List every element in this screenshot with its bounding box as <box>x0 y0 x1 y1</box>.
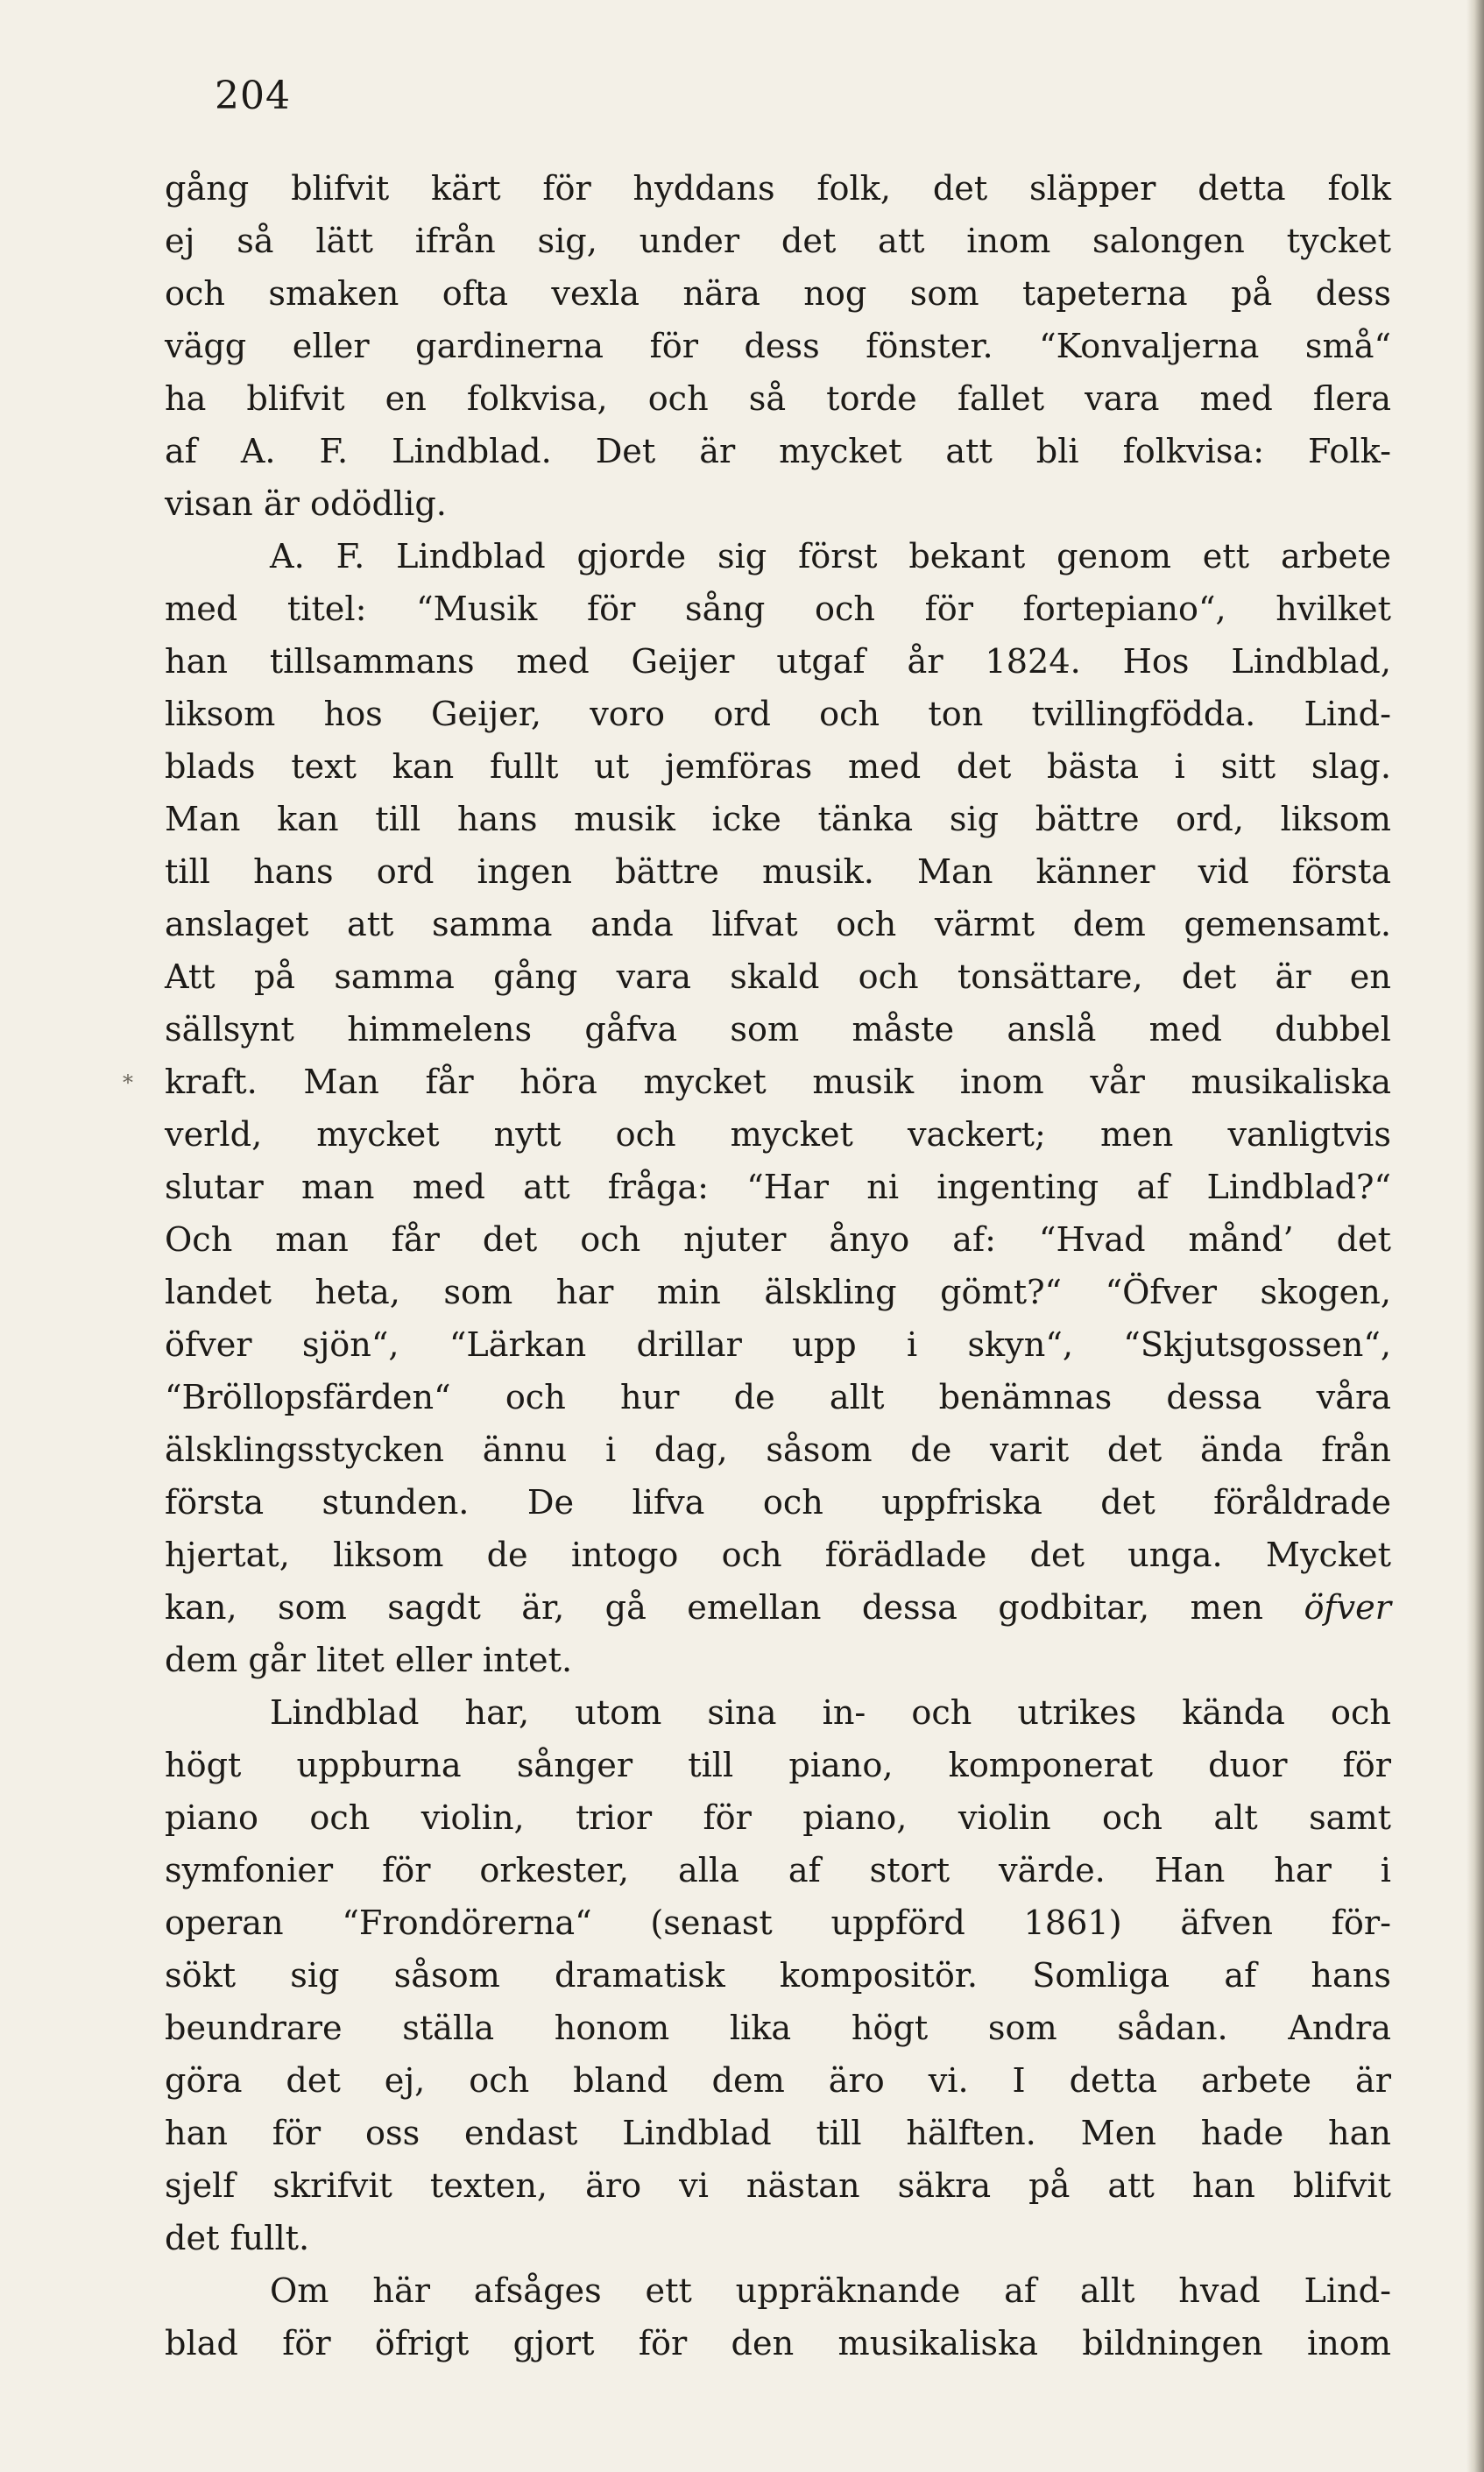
text-line <box>165 1950 1391 2002</box>
text-line <box>165 1529 1391 1582</box>
text-line <box>165 689 1391 741</box>
text-line-content: A. F. Lindblad gjorde sig först bekant genom ett arbete <box>270 538 1391 576</box>
text-line-content: Och man får det och njuter ånyo af: “Hvad månd’ det <box>165 1221 1391 1260</box>
text-line <box>165 1792 1391 1845</box>
body-text <box>165 163 1391 2370</box>
text-line <box>165 478 1391 531</box>
text-line <box>165 1319 1391 1372</box>
text-line <box>165 2265 1391 2318</box>
text-line <box>165 899 1391 951</box>
text-line <box>165 215 1391 268</box>
text-line <box>165 373 1391 426</box>
text-line <box>165 163 1391 215</box>
text-line <box>165 1845 1391 1897</box>
text-line <box>165 1687 1391 1740</box>
text-line-content: af A. F. Lindblad. Det är mycket att bli folkvisa: Folk- <box>165 433 1391 471</box>
text-line-italic: öfver <box>1304 1589 1391 1628</box>
text-line <box>165 636 1391 689</box>
text-line-content: sällsynt himmelens gåfva som måste anslå med dubbel <box>165 1011 1391 1049</box>
text-line-content: kan, som sagdt är, gå emellan dessa godbitar, men <box>165 1589 1304 1628</box>
text-line <box>165 531 1391 583</box>
text-line <box>165 951 1391 1004</box>
text-line <box>165 1372 1391 1424</box>
text-line-content: operan “Frondörerna“ (senast uppförd 1861) äfven för- <box>165 1904 1391 1943</box>
text-line-content: öfver sjön“, “Lärkan drillar upp i skyn“, “Skjutsgossen“, <box>165 1326 1391 1365</box>
text-line <box>165 2160 1391 2213</box>
text-line-content: Lindblad har, utom sina in- och utrikes kända och <box>270 1694 1391 1733</box>
text-line-content: sökt sig såsom dramatisk kompositör. Somliga af hans <box>165 1957 1391 1995</box>
text-line-content: anslaget att samma anda lifvat och värmt dem gemensamt. <box>165 906 1391 944</box>
text-line <box>165 1162 1391 1214</box>
text-line-content: ej så lätt ifrån sig, under det att inom salongen tycket <box>165 222 1391 261</box>
text-line-content: blad för öfrigt gjort för den musikaliska bildningen inom <box>165 2325 1391 2363</box>
text-line-content: vägg eller gardinerna för dess fönster. “Konvaljerna små“ <box>165 328 1391 366</box>
text-line-content: visan är odödlig. <box>165 485 447 524</box>
text-line <box>165 1214 1391 1267</box>
text-line <box>165 1635 1391 1687</box>
text-line-content: liksom hos Geijer, voro ord och ton tvillingfödda. Lind- <box>165 696 1391 734</box>
text-line <box>165 2002 1391 2055</box>
text-line-content: beundrare ställa honom lika högt som sådan. Andra <box>165 2009 1391 2048</box>
text-line-content: blads text kan fullt ut jemföras med det bästa i sitt slag. <box>165 748 1391 787</box>
text-line-content: landet heta, som har min älskling gömt?“ “Öfver skogen, <box>165 1274 1391 1312</box>
text-line <box>165 794 1391 846</box>
text-line <box>165 1477 1391 1529</box>
text-line <box>165 846 1391 899</box>
text-line <box>165 1897 1391 1950</box>
text-line <box>165 321 1391 373</box>
text-line-content: “Bröllopsfärden“ och hur de allt benämnas dessa våra <box>165 1379 1391 1417</box>
text-line-content: med titel: “Musik för sång och för fortepiano“, hvilket <box>165 590 1391 629</box>
text-line-content: sjelf skrifvit texten, äro vi nästan säkra på att han blifvit <box>165 2167 1391 2206</box>
page-edge-shadow <box>1466 0 1484 2472</box>
text-line-content: högt uppburna sånger till piano, komponerat duor för <box>165 1747 1391 1785</box>
text-line-content: dem går litet eller intet. <box>165 1642 573 1680</box>
text-line <box>165 426 1391 478</box>
text-line-content: Om här afsåges ett uppräknande af allt hvad Lind- <box>270 2272 1391 2311</box>
text-line <box>165 2055 1391 2108</box>
text-line-content: det fullt. <box>165 2220 310 2258</box>
text-line <box>165 1004 1391 1056</box>
margin-mark: * <box>123 1070 133 1095</box>
text-line-content: symfonier för orkester, alla af stort värde. Han har i <box>165 1852 1391 1890</box>
text-line-content: han för oss endast Lindblad till hälften. Men hade han <box>165 2115 1391 2153</box>
text-line-content: Att på samma gång vara skald och tonsättare, det är en <box>165 958 1391 997</box>
text-line <box>165 741 1391 794</box>
text-line-content: till hans ord ingen bättre musik. Man känner vid första <box>165 853 1391 892</box>
text-line <box>165 2318 1391 2370</box>
text-line-content: kraft. Man får höra mycket musik inom vår musikaliska <box>165 1063 1391 1102</box>
text-line <box>165 1424 1391 1477</box>
text-line-content: älsklingsstycken ännu i dag, såsom de varit det ända från <box>165 1431 1391 1470</box>
text-line-content: piano och violin, trior för piano, violin och alt samt <box>165 1799 1391 1838</box>
text-line <box>165 2213 1391 2265</box>
text-line <box>165 1109 1391 1162</box>
text-line-content: han tillsammans med Geijer utgaf år 1824. Hos Lindblad, <box>165 643 1391 682</box>
text-line-content: verld, mycket nytt och mycket vackert; men vanligtvis <box>165 1116 1391 1155</box>
text-line <box>165 268 1391 321</box>
text-line <box>165 1056 1391 1109</box>
text-line <box>165 1740 1391 1792</box>
text-line-content: hjertat, liksom de intogo och förädlade det unga. Mycket <box>165 1536 1391 1575</box>
text-line-content: slutar man med att fråga: “Har ni ingenting af Lindblad?“ <box>165 1169 1391 1207</box>
text-line <box>165 2108 1391 2160</box>
text-line-content: ha blifvit en folkvisa, och så torde fallet vara med flera <box>165 380 1391 419</box>
text-line-content: göra det ej, och bland dem äro vi. I detta arbete är <box>165 2062 1391 2101</box>
text-line <box>165 1267 1391 1319</box>
text-line-content: första stunden. De lifva och uppfriska det föråldrade <box>165 1484 1391 1522</box>
text-line-content: gång blifvit kärt för hyddans folk, det släpper detta folk <box>165 170 1391 208</box>
text-line-content: Man kan till hans musik icke tänka sig bättre ord, liksom <box>165 801 1391 839</box>
page-number: 204 <box>215 74 291 118</box>
text-line-content: och smaken ofta vexla nära nog som tapeterna på dess <box>165 275 1391 314</box>
text-line <box>165 1582 1391 1635</box>
text-line <box>165 583 1391 636</box>
